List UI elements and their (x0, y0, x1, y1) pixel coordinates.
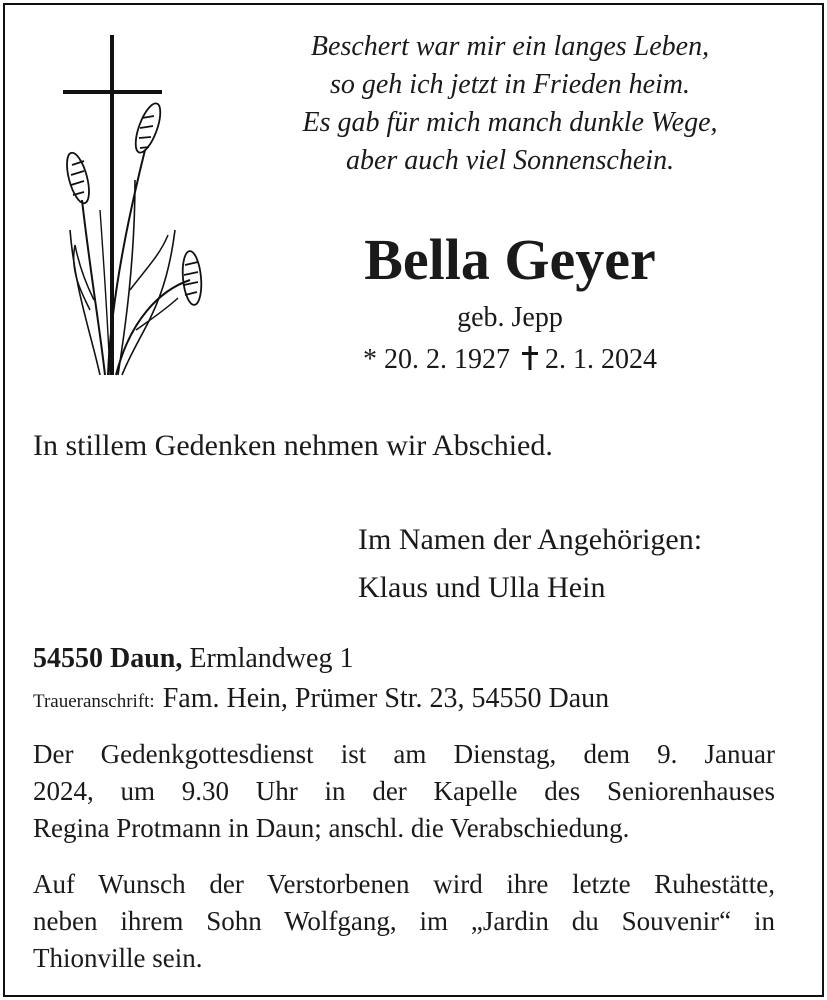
address-street: Ermlandweg 1 (189, 643, 354, 674)
latin-cross-icon (522, 346, 538, 370)
mourning-address-value: Fam. Hein, Prümer Str. 23, 54550 Daun (162, 683, 610, 714)
wish-line (33, 903, 775, 940)
service-line-text: Regina Protmann in Daun; anschl. die Verabschiedung. (33, 813, 630, 843)
signers-intro: Im Namen der Angehörigen: (358, 523, 703, 556)
deceased-name: Bella Geyer (364, 227, 656, 292)
signers (358, 516, 702, 612)
mourning-address-label: Traueranschrift: (33, 691, 155, 712)
poem-line: Beschert war mir ein langes Leben, (310, 31, 710, 62)
poem-line: Es gab für mich manch dunkle Wege, (302, 107, 718, 138)
signers-names: Klaus und Ulla Hein (358, 571, 606, 604)
service-line-text: Der Gedenkgottesdienst ist am Dienstag, dem 9. Januar (33, 739, 775, 769)
service-line (33, 773, 775, 810)
wish-paragraph (33, 866, 775, 977)
farewell-text: In stillem Gedenken nehmen wir Abschied. (33, 429, 553, 462)
life-dates (240, 342, 780, 378)
poem (230, 28, 790, 180)
service-paragraph (33, 736, 775, 847)
service-line-text: 2024, um 9.30 Uhr in der Kapelle des Seniorenhauses (33, 776, 775, 806)
birth-date: * 20. 2. 1927 (363, 344, 510, 375)
mourning-address (33, 680, 609, 721)
wish-line-text: Thionville sein. (33, 943, 203, 973)
service-line (33, 810, 775, 847)
cross-with-wheat-icon (50, 30, 220, 380)
address-city: 54550 Daun, (33, 643, 183, 674)
death-date: 2. 1. 2024 (545, 344, 657, 375)
poem-line: so geh ich jetzt in Frieden heim. (329, 69, 691, 100)
home-address (33, 640, 353, 678)
poem-line: aber auch viel Sonnenschein. (345, 145, 675, 176)
wish-line (33, 866, 775, 903)
wish-line-text: neben ihrem Sohn Wolfgang, im „Jardin du Souvenir“ in (33, 906, 775, 936)
maiden-name: geb. Jepp (457, 302, 563, 333)
wish-line (33, 940, 775, 977)
wish-line-text: Auf Wunsch der Verstorbenen wird ihre letzte Ruhestätte, (33, 869, 775, 899)
service-line (33, 736, 775, 773)
